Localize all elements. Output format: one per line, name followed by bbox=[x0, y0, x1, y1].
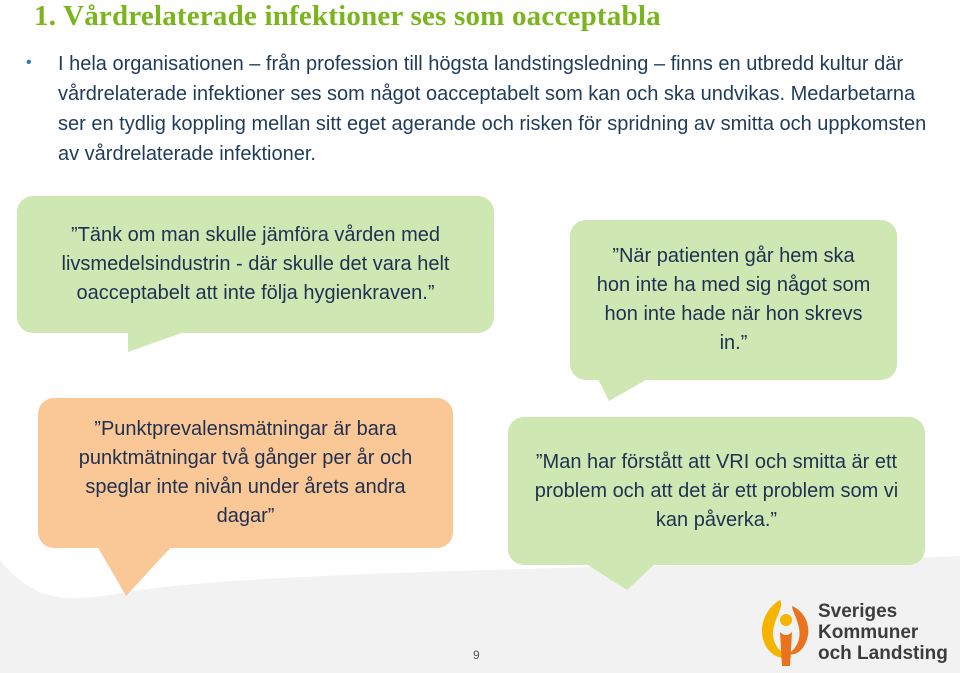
quote-text-4: ”Man har förstått att VRI och smitta är ett problem och att det är ett problem som vi kan påverka.” bbox=[534, 450, 899, 531]
logo-line-1: Sveriges bbox=[818, 601, 898, 622]
speech-bubble-tail-3 bbox=[96, 544, 178, 598]
quote-bubble-4 bbox=[508, 417, 925, 565]
bullet-dot-icon: • bbox=[26, 54, 32, 71]
quote-bubble-2 bbox=[570, 220, 897, 380]
page-number: 9 bbox=[473, 648, 480, 662]
logo-line-3: och Landsting bbox=[818, 643, 948, 664]
speech-bubble-tail-1 bbox=[128, 330, 200, 354]
speech-bubble-tail-2 bbox=[597, 377, 657, 403]
quote-text-2: ”När patienten går hem ska hon inte ha med sig något som hon inte hade när hon skrevs in.” bbox=[596, 245, 871, 354]
quote-bubble-1 bbox=[17, 196, 494, 333]
quote-bubble-3 bbox=[38, 398, 453, 548]
bullet-text: I hela organisationen – från profession till högsta landstingsledning – finns en utbredd kultur där vårdrelaterade infektioner ses som något oacceptabelt som kan och ska undvikas. Medarbetarna ser en tydlig koppling mellan sitt eget agerande och risken för spridning av smitta och uppkomsten av vårdrelaterade infektioner. bbox=[58, 53, 927, 165]
speech-bubble-tail-4 bbox=[583, 562, 661, 592]
skl-logo-text bbox=[818, 601, 948, 664]
quote-text-3: ”Punktprevalensmätningar är bara punktmätningar två gånger per år och speglar inte nivån under årets andra dagar” bbox=[78, 418, 413, 527]
quote-text-1: ”Tänk om man skulle jämföra vården med livsmedelsindustrin - där skulle det vara helt oacceptabelt att inte följa hygienkraven.” bbox=[61, 224, 450, 304]
slide-title: 1. Vårdrelaterade infektioner ses som oacceptabla bbox=[34, 0, 661, 32]
logo-line-2: Kommuner bbox=[818, 622, 919, 643]
